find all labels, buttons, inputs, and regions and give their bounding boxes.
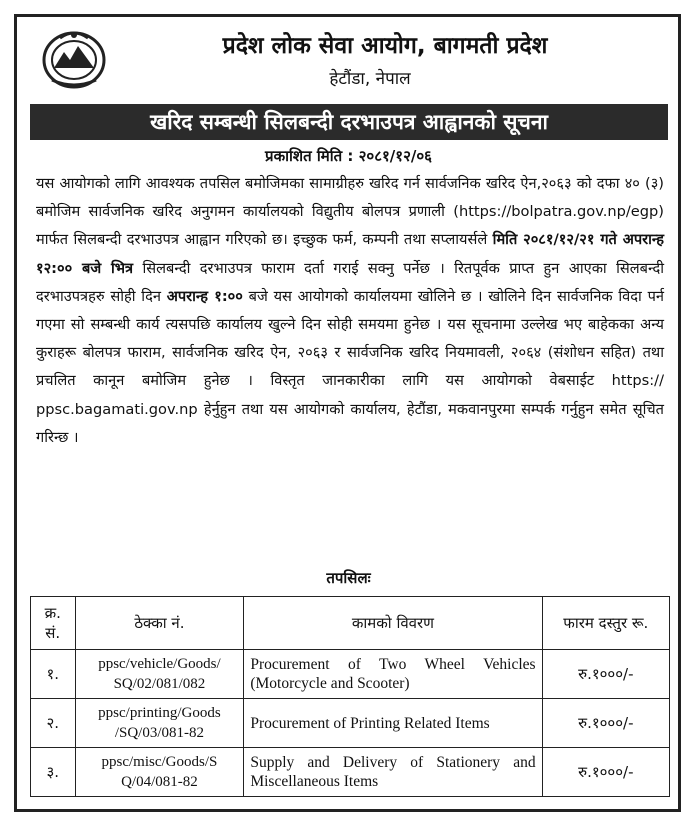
body-part-3: बजे यस आयोगको कार्यालयमा खोलिने छ । खोलिने दिन सार्वजनिक विदा पर्न गएमा सो सम्बन्धी कार्य त्यसपछि कार्यालय खुल्ने दिन सोही समयमा हुनेछ । यस सूचनामा उल्लेख भए बाहेकका अन्य कुराहरू बोलपत्र फाराम, सार्वजनिक खरिद ऐन, २०६३ र सार्वजनिक खरिद नियमावली, २०६४ (संशोधन सहित) तथा प्रचलित कानून बमोजिम हुनेछ । विस्तृत जानकारीका लागि यस आयोगको वेबसाईट https:// ppsc.bagamati.gov.np हेर्नुहुन तथा यस आयोगको कार्यालय, हेटौंडा, मकवानपुरमा सम्पर्क गर्नुहुन समेत सूचित गरिन्छ । <box>36 287 664 446</box>
table-row <box>31 650 670 699</box>
row-serial: ३. <box>31 748 76 797</box>
row-description: Supply and Delivery of Stationery and Miscellaneous Items <box>244 748 542 797</box>
publication-date-label: प्रकाशित मिति : <box>265 147 354 165</box>
col-description: कामको विवरण <box>244 597 542 650</box>
row-contract-no: ppsc/vehicle/Goods/ SQ/02/081/082 <box>75 650 244 699</box>
row-description: Procurement of Printing Related Items <box>244 699 542 748</box>
organization-name: प्रदेश लोक सेवा आयोग, बागमती प्रदेश <box>222 33 548 59</box>
row-serial: २. <box>31 699 76 748</box>
body-part-1: यस आयोगको लागि आवश्यक तपसिल बमोजिमका सामाग्रीहरु खरिद गर्न सार्वजनिक खरिद ऐन,२०६३ को दफा ४० (३) बमोजिम सार्वजनिक खरिद अनुगमन कार्यालयको विद्युतीय बोलपत्र प्रणाली (https://bolpatra.gov.np/egp) मार्फत सिलबन्दी दरभाउपत्र आह्वान गरिएको छ। इच्छुक फर्म, कम्पनी तथा सप्लायर्सले <box>36 175 664 249</box>
deadline-text: मिति २०८१/१२/२१ गते अपरान्ह १२:०० बजे भित्र <box>36 231 664 277</box>
notice-paragraph <box>36 170 664 452</box>
publication-date <box>0 146 697 166</box>
table-row <box>31 748 670 797</box>
row-description: Procurement of Two Wheel Vehicles (Motorcycle and Scooter) <box>244 650 542 699</box>
row-fee: रु.१०००/- <box>542 748 669 797</box>
items-table <box>30 596 670 797</box>
col-form-fee: फारम दस्तुर रू. <box>542 597 669 650</box>
schedule-heading: तपसिलः <box>326 569 371 587</box>
opening-time-text: अपरान्ह १:०० <box>166 287 243 305</box>
organization-location: हेटौंडा, नेपाल <box>329 69 411 89</box>
col-contract-no: ठेक्का नं. <box>75 597 244 650</box>
row-serial: १. <box>31 650 76 699</box>
publication-date-value: २०८१/१२/०६ <box>358 147 432 165</box>
row-contract-no: ppsc/misc/Goods/S Q/04/081-82 <box>75 748 244 797</box>
row-fee: रु.१०००/- <box>542 699 669 748</box>
body-part-2: सिलबन्दी दरभाउपत्र फाराम दर्ता गराई सक्नु पर्नेछ । रितपूर्वक प्राप्त हुन आएका सिलबन्दी दरभाउपत्रहरु सोही दिन <box>36 259 664 305</box>
header <box>30 22 670 102</box>
row-contract-no: ppsc/printing/Goods /SQ/03/081-82 <box>75 699 244 748</box>
notice-title-banner: खरिद सम्बन्धी सिलबन्दी दरभाउपत्र आह्वानको सूचना <box>30 104 668 140</box>
row-fee: रु.१०००/- <box>542 650 669 699</box>
table-header-row <box>31 597 670 650</box>
col-serial: क्र. सं. <box>31 597 76 650</box>
notice-body <box>36 170 664 452</box>
table-row <box>31 699 670 748</box>
